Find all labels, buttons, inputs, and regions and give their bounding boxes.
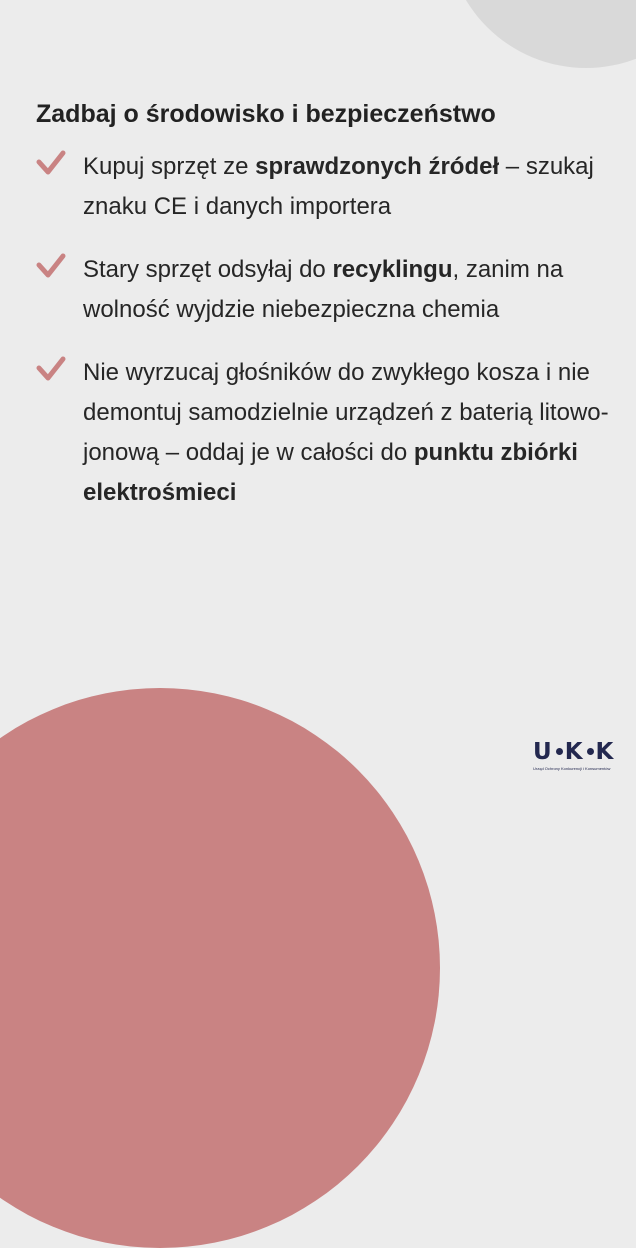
checkmark-icon: [36, 354, 66, 384]
top-right-decorative-circle: [446, 0, 636, 68]
logo-mark: [533, 741, 615, 764]
logo-letter: U: [533, 739, 554, 765]
tip-item: [36, 147, 611, 227]
tip-text-regular: Nie wyrzucaj głośników do zwykłego kosza i nie demontuj samodzielnie urządzeń z baterią litowo-jonową – oddaj je w całości do: [83, 359, 609, 466]
bottom-left-decorative-circle: [0, 688, 440, 1248]
logo-dot: [556, 748, 563, 755]
tip-item: [36, 353, 611, 513]
tip-text-bold: punktu zbiórki elektrośmieci: [83, 439, 578, 506]
tip-text-regular: , zanim na wolność wyjdzie niebezpieczna chemia: [83, 256, 564, 323]
tip-text-bold: sprawdzonych źródeł: [255, 153, 500, 180]
logo-letter: K: [564, 739, 585, 765]
logo-letter: K: [595, 739, 616, 765]
tip-text-regular: Kupuj sprzęt ze: [83, 153, 256, 180]
tip-text-bold: recyklingu: [332, 256, 453, 283]
page-heading: Zadbaj o środowisko i bezpieczeństwo: [36, 100, 496, 128]
tip-item: [36, 250, 611, 330]
checkmark-icon: [36, 251, 66, 281]
logo-caption: Urząd Ochrony Konkurencji i Konsumentów: [533, 766, 611, 771]
uokik-logo: [533, 741, 615, 775]
safety-tips-content: [36, 96, 611, 536]
checkmark-icon: [36, 148, 66, 178]
tip-text: [83, 359, 609, 506]
tip-text-regular: – szukaj znaku CE i danych importera: [83, 153, 594, 220]
tip-text-regular: Stary sprzęt odsyłaj do: [83, 256, 333, 283]
tip-text: [83, 153, 594, 220]
tip-text: [83, 256, 563, 323]
logo-dot: [587, 748, 594, 755]
